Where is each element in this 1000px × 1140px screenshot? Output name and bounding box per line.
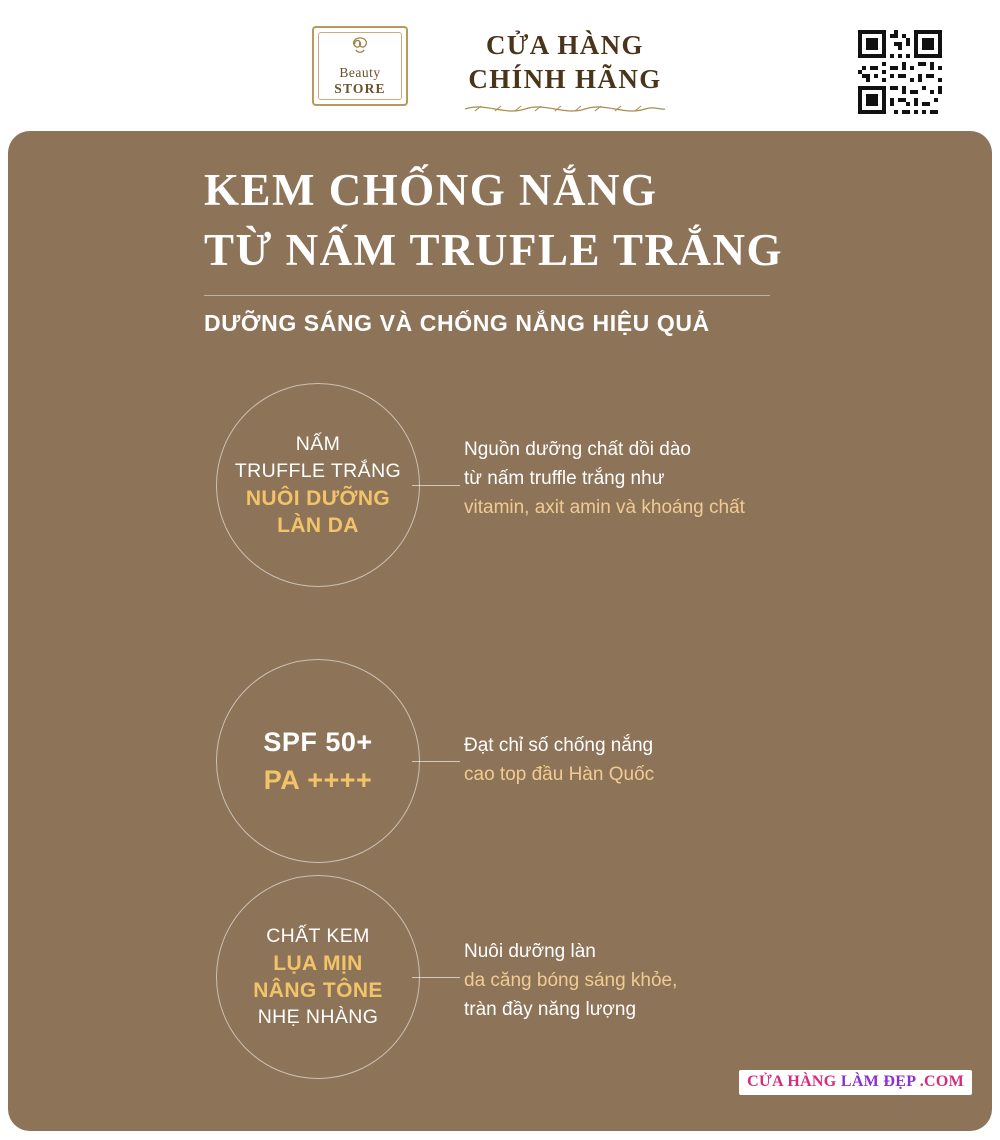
flourish-icon-svg	[343, 36, 377, 56]
brand-logo-line1: Beauty	[339, 64, 381, 80]
card-subtitle: DƯỠNG SÁNG VÀ CHỐNG NẮNG HIỆU QUẢ	[204, 310, 710, 336]
feature-circle-line: PA ++++	[263, 765, 373, 795]
header-title-line1: CỬA HÀNG	[486, 30, 644, 60]
qr-code-icon[interactable]	[854, 26, 946, 118]
feature-desc-line: Nguồn dưỡng chất dồi dào	[464, 439, 691, 460]
header-title-line2: CHÍNH HÃNG	[468, 64, 662, 94]
header-title	[430, 28, 700, 116]
feature-row	[8, 851, 992, 1061]
feature-circle-line: NUÔI DƯỠNG	[245, 487, 391, 510]
feature-circle-line: NHẸ NHÀNG	[257, 1006, 379, 1028]
feature-circle	[216, 659, 420, 863]
product-info-card	[8, 131, 992, 1131]
feature-description	[464, 731, 894, 789]
feature-desc-line: da căng bóng sáng khỏe,	[464, 970, 678, 991]
feature-connector-line	[412, 977, 460, 978]
feature-description	[464, 937, 894, 1024]
feature-circle	[216, 875, 420, 1079]
feature-desc-line: Đạt chỉ số chống nắng	[464, 735, 654, 756]
brand-logo-line2: STORE	[334, 80, 386, 96]
card-title-line2: TỪ NẤM TRUFLE TRẮNG	[204, 225, 783, 275]
watermark-part3: .COM	[915, 1073, 964, 1090]
title-divider	[204, 295, 770, 296]
brand-logo	[312, 26, 408, 106]
feature-circle-line: LỤA MỊN	[273, 952, 363, 975]
feature-circle	[216, 383, 420, 587]
feature-description	[464, 435, 894, 522]
watermark	[739, 1070, 972, 1095]
card-title-line1: KEM CHỐNG NẮNG	[204, 165, 658, 215]
feature-desc-line: tràn đầy năng lượng	[464, 999, 637, 1020]
header-ornament-icon	[430, 102, 700, 116]
feature-row	[8, 383, 992, 593]
feature-circle-line: TRUFFLE TRẮNG	[234, 460, 402, 482]
feature-circle-line: CHẤT KEM	[266, 925, 370, 947]
feature-desc-line: vitamin, axit amin và khoáng chất	[464, 497, 745, 518]
feature-circle-line: SPF 50+	[263, 727, 373, 757]
watermark-part2: LÀM ĐẸP	[840, 1073, 916, 1090]
feature-circle-line: LÀN DA	[277, 514, 359, 537]
feature-desc-line: cao top đầu Hàn Quốc	[464, 764, 655, 785]
feature-connector-line	[412, 485, 460, 486]
feature-connector-line	[412, 761, 460, 762]
feature-desc-line: Nuôi dưỡng làn	[464, 941, 596, 962]
page-header	[0, 0, 1000, 130]
header-ornament-svg	[445, 102, 685, 116]
watermark-part1: CỬA HÀNG	[747, 1073, 841, 1090]
qr-code-svg	[854, 26, 946, 118]
feature-desc-line: từ nấm truffle trắng như	[464, 468, 665, 489]
feature-circle-line: NẤM	[295, 433, 341, 455]
feature-row	[8, 643, 992, 853]
feature-circle-line: NÂNG TÔNE	[253, 979, 383, 1002]
flourish-icon	[343, 36, 377, 63]
card-title-block	[204, 159, 884, 337]
